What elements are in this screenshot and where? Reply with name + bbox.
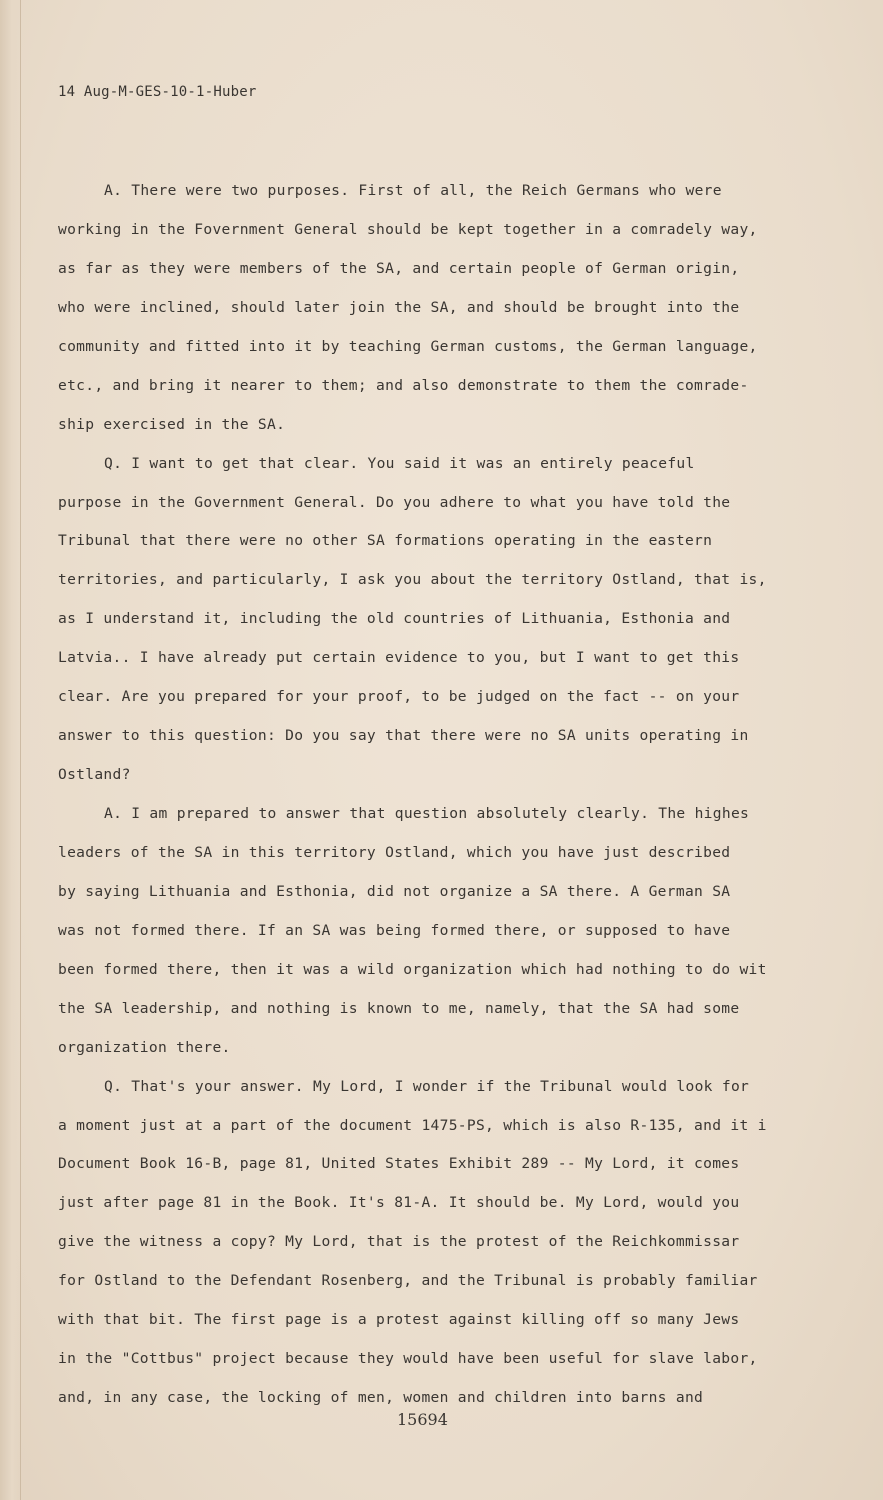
text-line: community and fitted into it by teaching German customs, the German language,: [58, 337, 758, 355]
paper-left-edge: [0, 0, 21, 1500]
text-line: just after page 81 in the Book. It's 81-A. It should be. My Lord, would you: [58, 1194, 740, 1212]
transcript-body: [58, 172, 818, 1418]
text-line: give the witness a copy? My Lord, that is the protest of the Reichkommissar: [58, 1233, 740, 1251]
text-line: A. There were two purposes. First of all, the Reich Germans who were: [104, 182, 722, 199]
text-line: who were inclined, should later join the SA, and should be brought into the: [58, 298, 740, 316]
text-line: territories, and particularly, I ask you about the territory Ostland, that is,: [58, 571, 767, 589]
text-line: with that bit. The first page is a protest against killing off so many Jews: [58, 1311, 740, 1329]
text-line: as far as they were members of the SA, and certain people of German origin,: [58, 259, 740, 277]
text-line: Q. That's your answer. My Lord, I wonder if the Tribunal would look for: [104, 1077, 750, 1095]
text-line: Tribunal that there were no other SA formations operating in the eastern: [58, 532, 713, 550]
text-line: and, in any case, the locking of men, women and children into barns and: [58, 1389, 704, 1407]
page-number: 15694: [397, 1410, 448, 1429]
text-line: answer to this question: Do you say that there were no SA units operating in: [58, 727, 749, 745]
text-line: Document Book 16-B, page 81, United States Exhibit 289 -- My Lord, it comes: [58, 1155, 740, 1173]
text-line: Latvia.. I have already put certain evidence to you, but I want to get this: [58, 649, 740, 667]
text-line: was not formed there. If an SA was being formed there, or supposed to have: [58, 921, 731, 939]
text-line: purpose in the Government General. Do you adhere to what you have told the: [58, 493, 731, 511]
text-line: a moment just at a part of the document 1475-PS, which is also R-135, and it i: [58, 1116, 767, 1134]
text-line: ship exercised in the SA.: [58, 415, 286, 433]
text-line: working in the Fovernment General should be kept together in a comradely way,: [58, 220, 758, 238]
text-line: A. I am prepared to answer that question absolutely clearly. The highes: [104, 805, 750, 822]
text-line: Q. I want to get that clear. You said it was an entirely peaceful: [104, 454, 695, 472]
text-line: etc., and bring it nearer to them; and also demonstrate to them the comrade-: [58, 376, 749, 394]
text-line: the SA leadership, and nothing is known to me, namely, that the SA had some: [58, 999, 740, 1017]
text-line: leaders of the SA in this territory Ostland, which you have just described: [58, 843, 731, 861]
text-line: Ostland?: [58, 766, 131, 784]
text-line: for Ostland to the Defendant Rosenberg, and the Tribunal is probably familiar: [58, 1272, 758, 1290]
text-line: as I understand it, including the old countries of Lithuania, Esthonia and: [58, 610, 731, 628]
text-line: clear. Are you prepared for your proof, to be judged on the fact -- on your: [58, 688, 740, 706]
text-line: by saying Lithuania and Esthonia, did not organize a SA there. A German SA: [58, 882, 731, 900]
text-line: in the "Cottbus" project because they would have been useful for slave labor,: [58, 1350, 758, 1368]
text-line: been formed there, then it was a wild organization which had nothing to do wit: [58, 960, 767, 978]
text-line: organization there.: [58, 1038, 231, 1056]
document-reference-header: 14 Aug-M-GES-10-1-Huber: [58, 84, 257, 100]
